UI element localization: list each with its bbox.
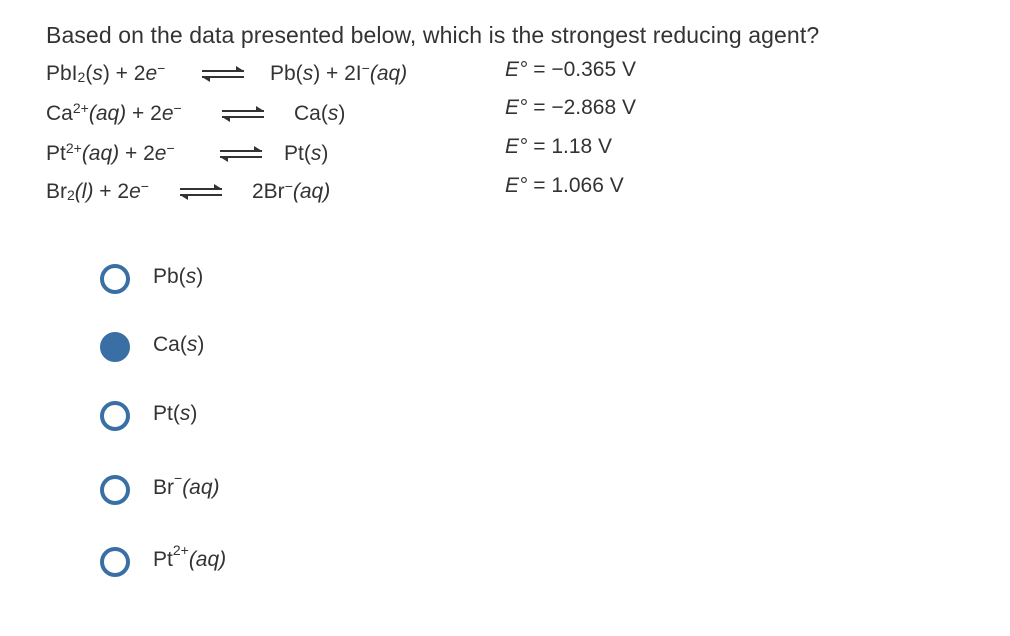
option-label: Ca(s) <box>153 333 205 356</box>
option-ca[interactable] <box>100 332 500 372</box>
reactant: $Pt^{2+}(aq) + 2e^-$ <box>46 140 175 165</box>
option-label: Br−(aq) <box>153 470 220 499</box>
option-label: Pb(s) <box>153 265 204 288</box>
option-label: Pt(s) <box>153 402 198 425</box>
reactant: $Br_2(l) + 2e^-$ <box>46 178 149 203</box>
option-pt-ion[interactable] <box>100 542 500 587</box>
radio-button[interactable] <box>100 547 130 577</box>
option-label: $Pt^{2+}(aq)$ <box>153 542 227 571</box>
equilibrium-arrow-icon <box>200 64 246 84</box>
option-br-ion[interactable] <box>100 470 500 515</box>
radio-button[interactable] <box>100 401 130 431</box>
equilibrium-arrow-icon <box>178 182 224 202</box>
product: Pb(s) + 2I−(aq) <box>270 60 408 85</box>
equilibrium-arrow-icon <box>220 104 266 124</box>
potential-pbi2: E° = −0.365 V <box>505 58 637 81</box>
radio-button[interactable] <box>100 475 130 505</box>
reactant: $Ca^{2+}(aq) + 2e^-$ <box>46 100 182 125</box>
potential-ca: E° = −2.868 V <box>505 96 637 119</box>
product: Ca(s) <box>294 102 346 125</box>
radio-button[interactable] <box>100 264 130 294</box>
equilibrium-arrow-icon <box>218 144 264 164</box>
potential-br2: E° = 1.066 V <box>505 174 624 197</box>
option-pt[interactable] <box>100 401 500 441</box>
radio-button-selected[interactable] <box>100 332 130 362</box>
potential-pt: E° = 1.18 V <box>505 135 613 158</box>
reactant: PbI$_2$(s) + 2e− <box>46 60 166 85</box>
question-text: Based on the data presented below, which is the strongest reducing agent? <box>46 22 820 48</box>
option-pb[interactable] <box>100 264 500 304</box>
product: Pt(s) <box>284 142 329 165</box>
product: 2Br−(aq) <box>252 178 331 203</box>
